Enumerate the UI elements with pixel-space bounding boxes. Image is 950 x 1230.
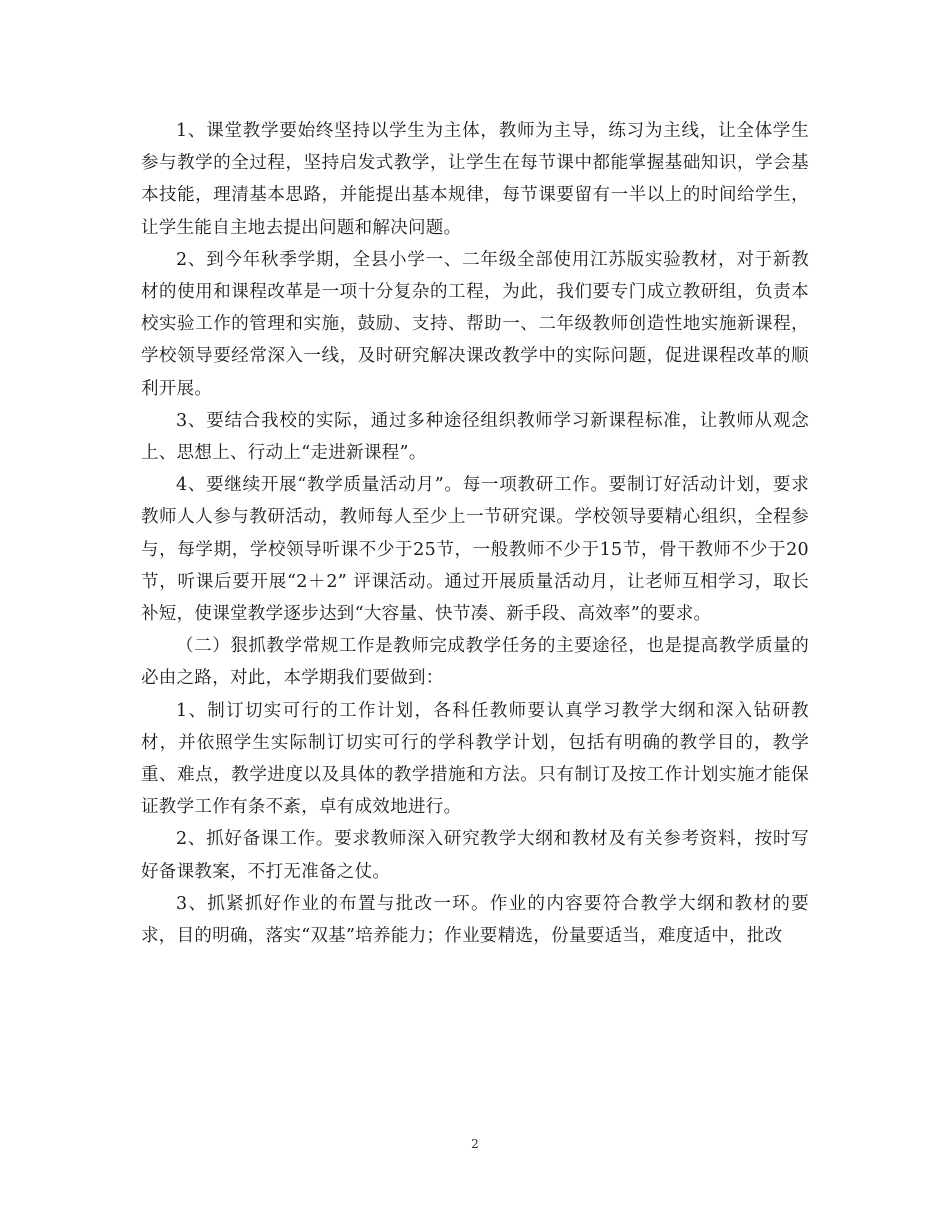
paragraph-6: 1、制订切实可行的工作计划，各科任教师要认真学习教学大纲和深入钻研教材，并依照学生实际制订切实可行的学科教学计划，包括有明确的教学目的，教学重、难点，教学进度以及具体的教学措施和方法。只有制订及按工作计划实施才能保证教学工作有条不紊，卓有成效地进行。	[141, 700, 809, 818]
page-number: 2	[471, 1137, 479, 1151]
paragraph-2: 2、到今年秋季学期，全县小学一、二年级全部使用江苏版实验教材，对于新教材的使用和课程改革是一项十分复杂的工程，为此，我们要专门成立教研组，负责本校实验工作的管理和实施，鼓励、支持、帮助一、二年级教师创造性地实施新课程，学校领导要经常深入一线，及时研究解决课改教学中的实际问题，促进课程改革的顺利开展。	[141, 249, 809, 399]
paragraph-4: 4、要继续开展“教学质量活动月”。每一项教研工作。要制订好活动计划，要求教师人人参与教研活动，教师每人至少上一节研究课。学校领导要精心组织，全程参与，每学期，学校领导听课不少于25节，一般教师不少于15节，骨干教师不少于20节，听课后要开展“2＋2” 评课活动。通过开展质量活动月，让老师互相学习，取长补短，使课堂教学逐步达到“大容量、快节凑、新手段、高效率”的要求。	[141, 475, 809, 625]
paragraph-3: 3、要结合我校的实际，通过多种途径组织教师学习新课程标准，让教师从观念上、思想上、行动上“走进新课程”。	[141, 410, 809, 464]
section-heading-paragraph: （二）狠抓教学常规工作是教师完成教学任务的主要途径，也是提高教学质量的必由之路，对此，本学期我们要做到：	[141, 636, 809, 689]
document-body	[141, 115, 809, 952]
paragraph-1: 1、课堂教学要始终坚持以学生为主体，教师为主导，练习为主线，让全体学生参与教学的全过程，坚持启发式教学，让学生在每节课中都能掌握基础知识，学会基本技能，理清基本思路，并能提出基本规律，每节课要留有一半以上的时间给学生，让学生能自主地去提出问题和解决问题。	[141, 121, 809, 238]
paragraph-7: 2、抓好备课工作。要求教师深入研究教学大纲和教材及有关参考资料，按时写好备课教案，不打无准备之仗。	[141, 829, 809, 882]
paragraph-8: 3、抓紧抓好作业的布置与批改一环。作业的内容要符合教学大纲和教材的要求，目的明确，落实“双基”培养能力；作业要精选，份量要适当，难度适中，批改	[141, 893, 809, 947]
